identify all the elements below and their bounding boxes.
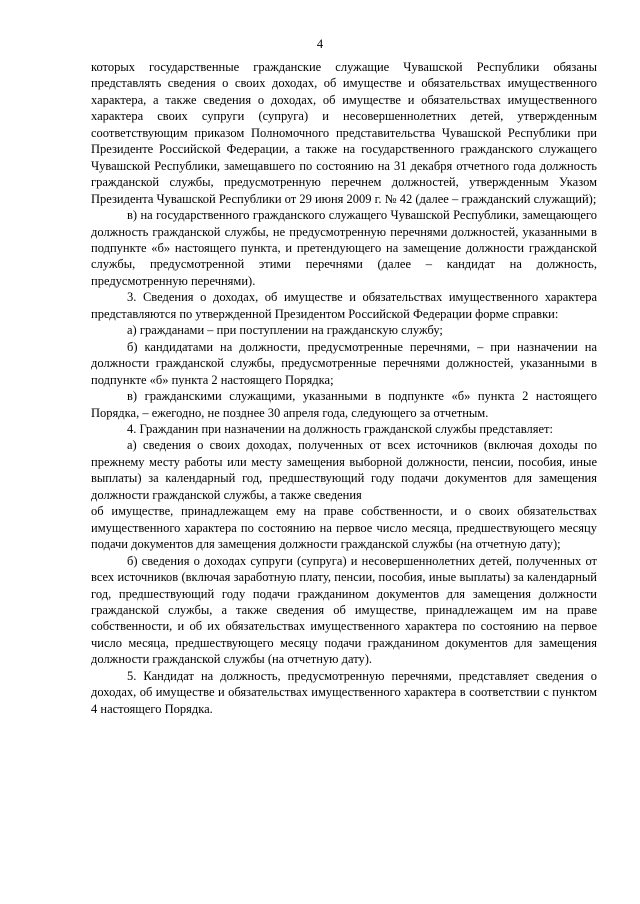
paragraph-2v: в) на государственного гражданского служащего Чувашской Республики, замещающего должность гражданской службы, не предусмотренную перечнями должностей, указанными в подпункте «б» настоящего пункта, и претендующего на замещение должности гражданской службы, предусмотренной этими перечнями (далее – кандидат на должность, предусмотренную перечнями). bbox=[91, 208, 597, 288]
document-body bbox=[91, 59, 597, 717]
paragraph-4a: а) сведения о своих доходах, полученных от всех источников (включая доходы по прежнему месту работы или месту замещения выборной должности, пенсии, пособия, иные выплаты) за календарный год, предшествующий году подачи документов для замещения должности гражданской службы, а также сведения bbox=[91, 438, 597, 502]
paragraph-4b: б) сведения о доходах супруги (супруга) и несовершеннолетних детей, полученных от всех источников (включая заработную плату, пенсии, пособия, иные выплаты) за календарный год, предшествующий году подачи гражданином документов для замещения должности гражданской службы, а также сведения об имуществе, принадлежащем им на праве собственности, и об их обязательствах имущественного характера по состоянию на первое число месяца, предшествующего месяцу подачи гражданином документов для замещения должности гражданской службы (на отчетную дату). bbox=[91, 553, 597, 667]
paragraph-3b: б) кандидатами на должности, предусмотренные перечнями, – при назначении на должности гражданской службы, предусмотренные перечнями должностей, указанными в подпункте «б» пункта 2 настоящего Порядка; bbox=[91, 339, 597, 387]
paragraph-4: 4. Гражданин при назначении на должность гражданской службы представляет: bbox=[127, 421, 553, 436]
paragraph-3: 3. Сведения о доходах, об имуществе и обязательствах имущественного характера представляются по утвержденной Президентом Российской Федерации форме справки: bbox=[91, 290, 597, 321]
page-number: 4 bbox=[316, 37, 324, 51]
paragraph-3a: а) гражданами – при поступлении на гражданскую службу; bbox=[127, 323, 443, 338]
paragraph-5: 5. Кандидат на должность, предусмотренную перечнями, представляет сведения о доходах, об имуществе и обязательствах имущественного характера в соответствии с пунктом 4 настоящего Порядка. bbox=[91, 668, 597, 716]
paragraph-4a-continuation: об имуществе, принадлежащем ему на праве собственности, и о своих обязательствах имущественного характера по состоянию на первое число месяца, предшествующего месяцу подачи документов для замещения должности гражданской службы (на отчетную дату); bbox=[91, 504, 597, 552]
paragraph-3v: в) гражданскими служащими, указанными в подпункте «б» пункта 2 настоящего Порядка, – ежегодно, не позднее 30 апреля года, следующего за отчетным. bbox=[91, 389, 597, 420]
paragraph-continuation: которых государственные гражданские служащие Чувашской Республики обязаны представлять сведения о своих доходах, об имуществе и обязательствах имущественного характера, а также сведения о доходах, об имуществе и обязательствах имущественного характера своих супруги (супруга) и несовершеннолетних детей, утвержденным соответствующим приказом Полномочного представительства Чувашской Республики при Президенте Российской Федерации, а также на государственного гражданского служащего Чувашской Республики, замещавшего по состоянию на 31 декабря отчетного года должность гражданской службы, предусмотренную перечнем должностей, утвержденным Указом Президента Чувашской Республики от 29 июня 2009 г. № 42 (далее – гражданский служащий); bbox=[91, 60, 597, 206]
